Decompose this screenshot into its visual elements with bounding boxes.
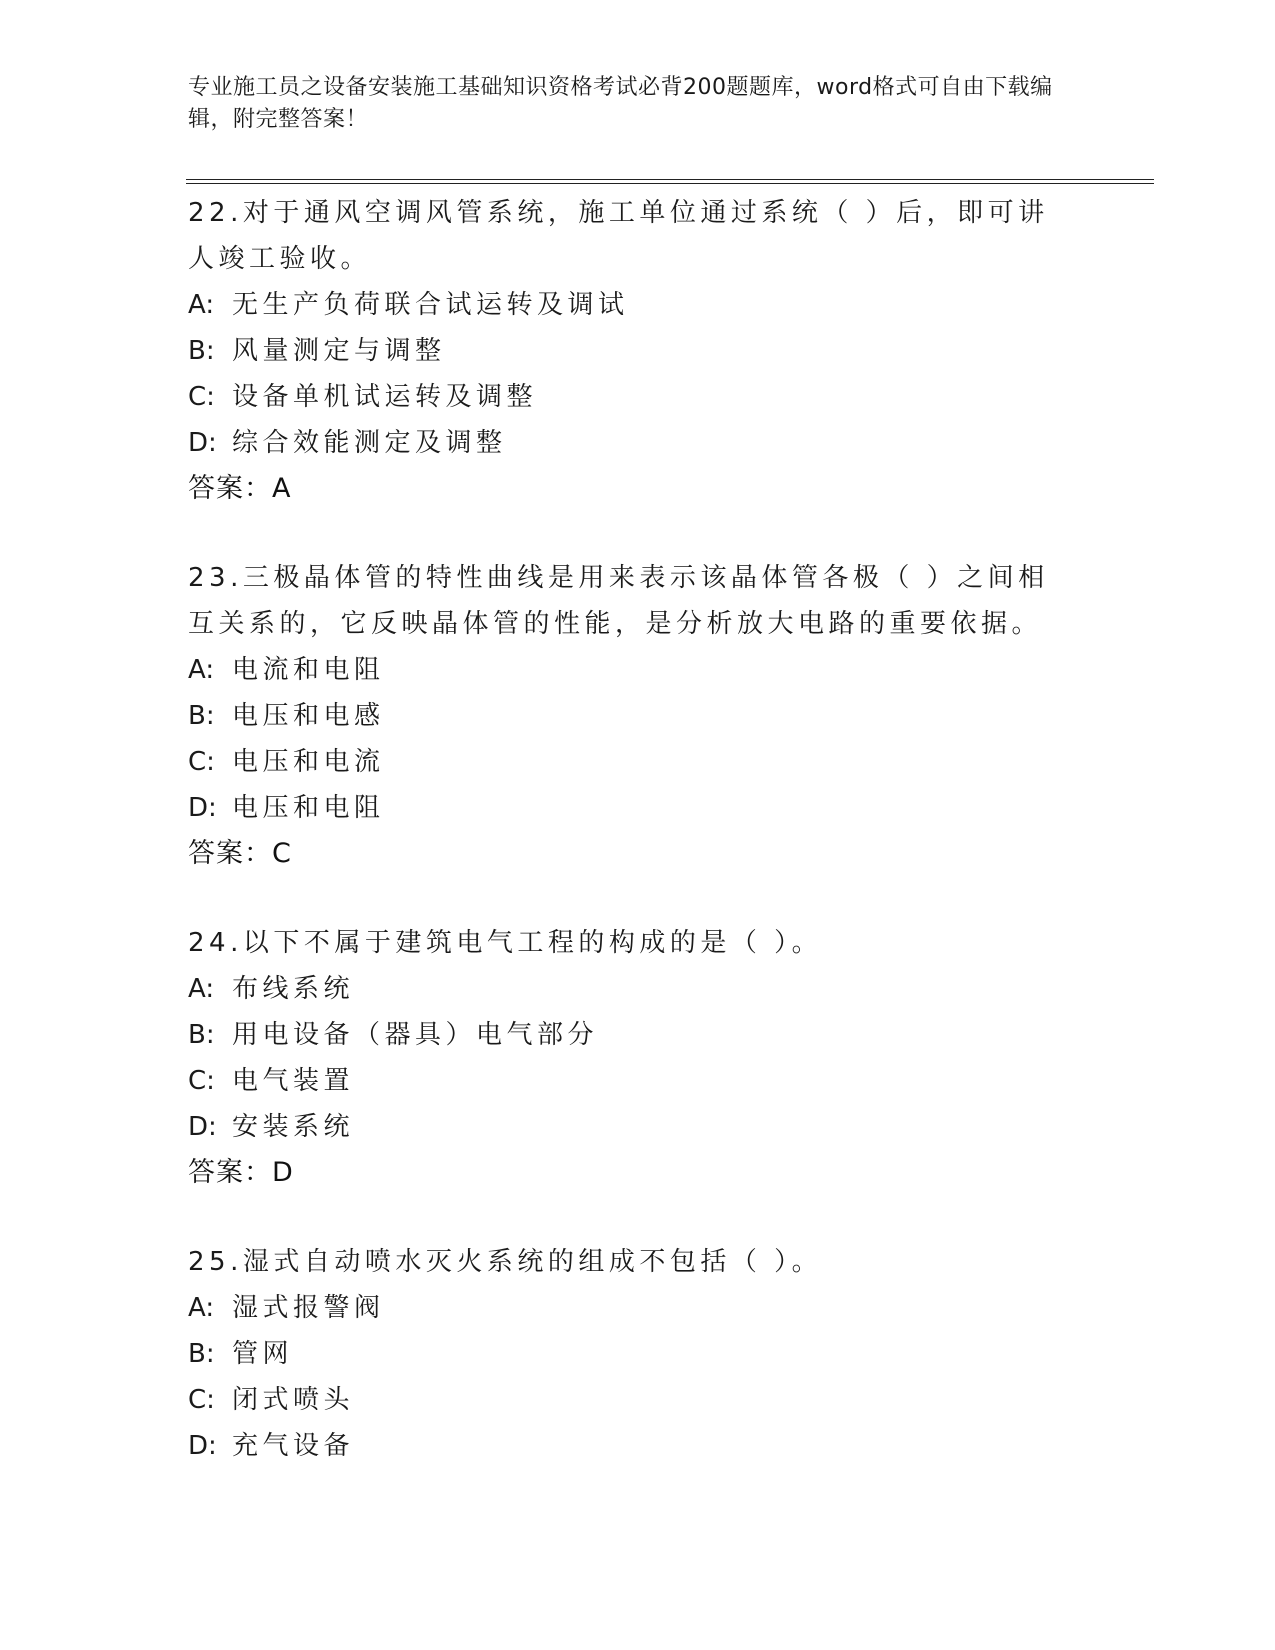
option-letter: C: xyxy=(188,747,215,777)
question-25 xyxy=(188,1239,1068,1469)
option-text: 湿式报警阀 xyxy=(232,1293,385,1323)
question-stem: 22.对于通风空调风管系统，施工单位通过系统（ ）后，即可讲人竣工验收。 xyxy=(188,198,1049,274)
option-text: 设备单机试运转及调整 xyxy=(232,382,538,412)
option-text: 电气装置 xyxy=(232,1066,355,1096)
question-stem: 24.以下不属于建筑电气工程的构成的是（ ）。 xyxy=(188,928,823,958)
question-23 xyxy=(188,555,1068,877)
document-header: 专业施工员之设备安装施工基础知识资格考试必背200题题库，word格式可自由下载编辑，附完整答案！ xyxy=(188,75,1053,132)
option-text: 综合效能测定及调整 xyxy=(232,428,507,458)
option-a xyxy=(188,966,1068,1012)
option-b xyxy=(188,693,1068,739)
option-letter: C: xyxy=(188,1385,215,1415)
option-text: 电压和电流 xyxy=(232,747,385,777)
option-a xyxy=(188,647,1068,693)
question-stem: 23.三极晶体管的特性曲线是用来表示该晶体管各极（ ）之间相互关系的，它反映晶体管的性能，是分析放大电路的重要依据。 xyxy=(188,563,1049,639)
option-text: 电压和电感 xyxy=(232,701,385,731)
option-letter: D: xyxy=(188,428,217,458)
option-d xyxy=(188,785,1068,831)
question-stem: 25.湿式自动喷水灭火系统的组成不包括（ ）。 xyxy=(188,1247,823,1277)
option-letter: C: xyxy=(188,382,215,412)
option-text: 用电设备（器具）电气部分 xyxy=(232,1020,599,1050)
answer-line: 答案：D xyxy=(188,1157,294,1188)
option-letter: C: xyxy=(188,1066,215,1096)
option-letter: D: xyxy=(188,793,217,823)
question-24 xyxy=(188,920,1068,1196)
option-letter: A: xyxy=(188,1293,215,1323)
option-b xyxy=(188,328,1068,374)
option-text: 电流和电阻 xyxy=(232,655,385,685)
option-c xyxy=(188,1058,1068,1104)
option-text: 电压和电阻 xyxy=(232,793,385,823)
answer-line: 答案：C xyxy=(188,838,292,869)
option-d xyxy=(188,1423,1068,1469)
option-letter: B: xyxy=(188,1339,215,1369)
answer-line: 答案：A xyxy=(188,473,292,504)
option-letter: B: xyxy=(188,336,215,366)
option-b xyxy=(188,1012,1068,1058)
option-letter: A: xyxy=(188,655,215,685)
option-b xyxy=(188,1331,1068,1377)
option-letter: D: xyxy=(188,1112,217,1142)
option-c xyxy=(188,1377,1068,1423)
option-letter: D: xyxy=(188,1431,217,1461)
option-a xyxy=(188,282,1068,328)
option-text: 无生产负荷联合试运转及调试 xyxy=(232,290,629,320)
header-divider-top xyxy=(186,179,1154,180)
option-letter: A: xyxy=(188,290,215,320)
header-divider-bottom xyxy=(186,183,1154,184)
option-letter: B: xyxy=(188,701,215,731)
option-c xyxy=(188,739,1068,785)
option-d xyxy=(188,1104,1068,1150)
option-a xyxy=(188,1285,1068,1331)
question-22 xyxy=(188,190,1068,512)
option-letter: B: xyxy=(188,1020,215,1050)
option-d xyxy=(188,420,1068,466)
option-text: 闭式喷头 xyxy=(232,1385,355,1415)
option-c xyxy=(188,374,1068,420)
option-text: 风量测定与调整 xyxy=(232,336,446,366)
option-text: 管网 xyxy=(232,1339,294,1369)
option-letter: A: xyxy=(188,974,215,1004)
option-text: 充气设备 xyxy=(232,1431,355,1461)
option-text: 布线系统 xyxy=(232,974,355,1004)
option-text: 安装系统 xyxy=(232,1112,355,1142)
